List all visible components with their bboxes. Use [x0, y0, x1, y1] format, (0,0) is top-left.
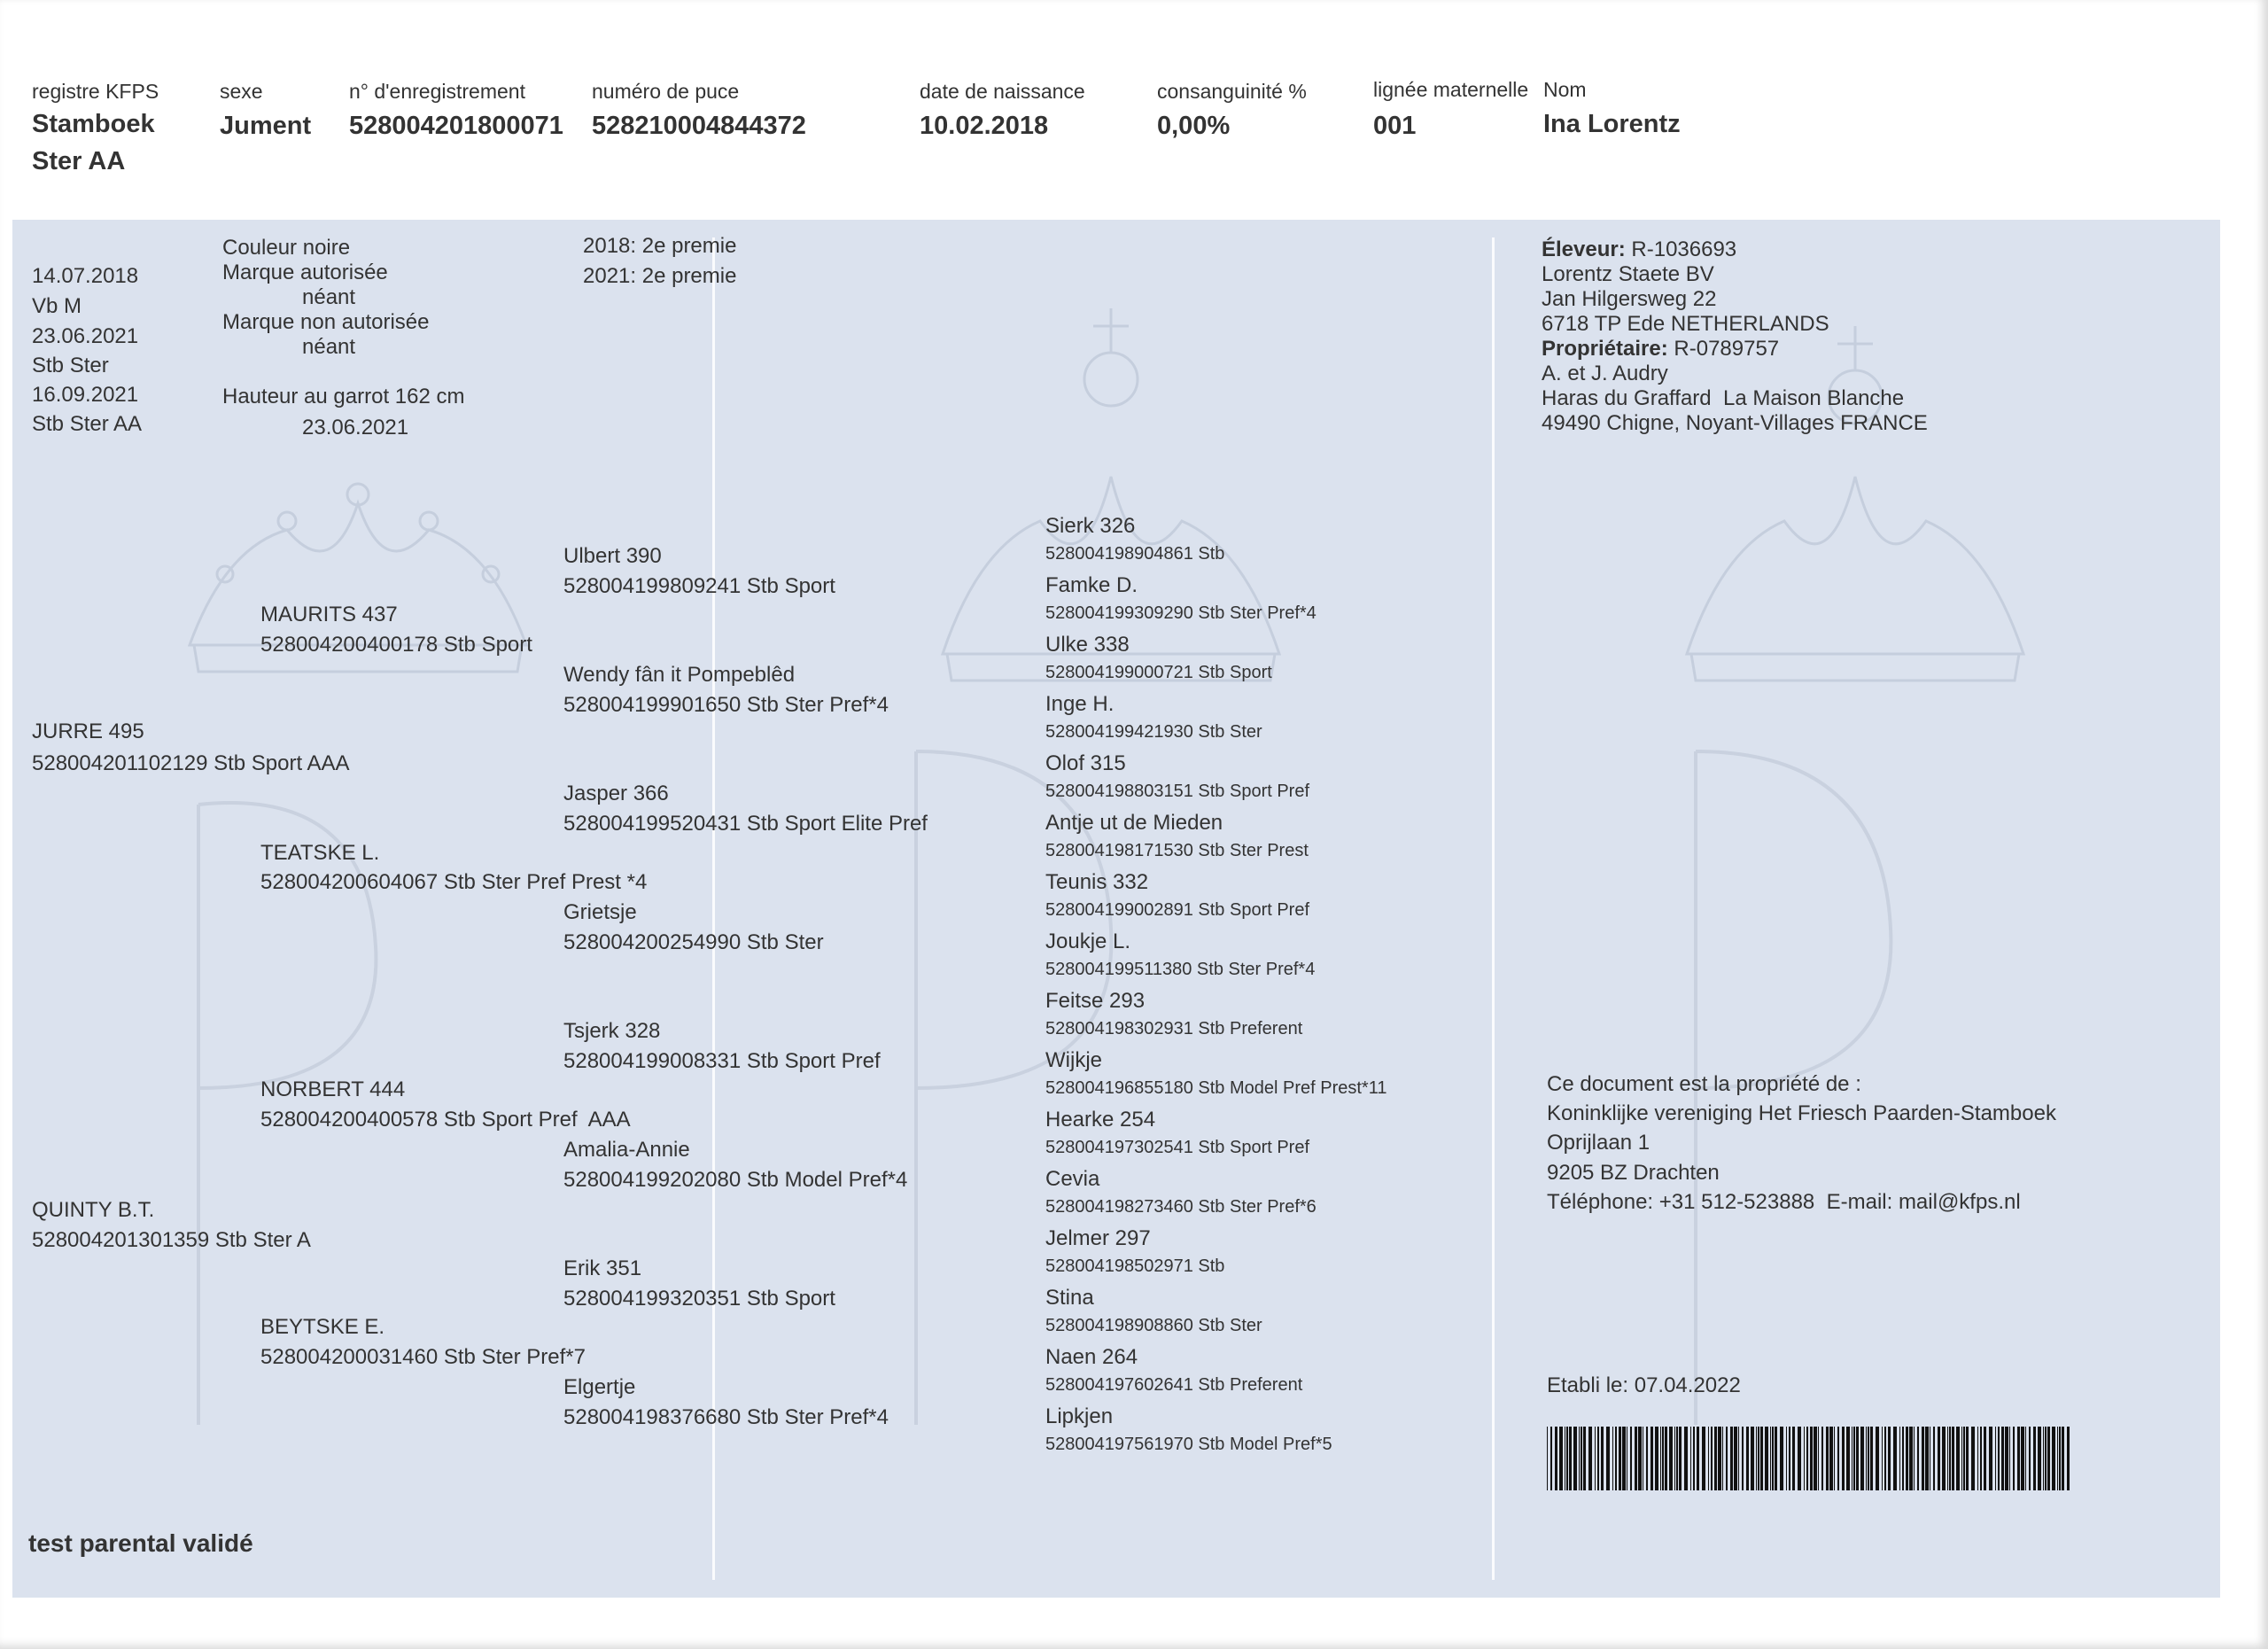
- footer-note: test parental validé: [28, 1529, 253, 1557]
- hauteur-date: 23.06.2021: [302, 416, 409, 439]
- ancestor-name: Amalia-Annie: [563, 1138, 690, 1162]
- gen4-name: Joukje L.: [1045, 930, 1131, 953]
- gen4-name: Antje ut de Mieden: [1045, 811, 1223, 835]
- premie: 2018: 2e premie: [583, 234, 737, 258]
- enregistrement-label: n° d'enregistrement: [349, 80, 525, 103]
- history-date: 14.07.2018: [32, 264, 139, 288]
- gen4-reg: 528004199000721 Stb Sport: [1045, 663, 1272, 682]
- ancestor-name: Ulbert 390: [563, 544, 662, 568]
- history-status: Stb Ster AA: [32, 412, 143, 436]
- gen4-reg: 528004198302931 Stb Preferent: [1045, 1019, 1303, 1038]
- gen4-reg: 528004197561970 Stb Model Pref*5: [1045, 1435, 1332, 1454]
- history-status: Stb Ster: [32, 354, 109, 377]
- gen4-reg: 528004196855180 Stb Model Pref Prest*11: [1045, 1078, 1387, 1098]
- ownership-line: Téléphone: +31 512-523888 E-mail: mail@kfps.nl: [1547, 1190, 2021, 1214]
- owner-line: Haras du Graffard La Maison Blanche: [1542, 386, 1905, 410]
- grandparent-reg: 528004200400578 Stb Sport Pref AAA: [260, 1108, 631, 1132]
- gen4-reg: 528004197302541 Stb Sport Pref: [1045, 1138, 1310, 1157]
- ancestor-name: Wendy fân it Pompeblêd: [563, 663, 796, 687]
- nom-label: Nom: [1543, 78, 1587, 101]
- ancestor-name: Tsjerk 328: [563, 1019, 661, 1043]
- gen4-name: Jelmer 297: [1045, 1226, 1151, 1250]
- hauteur: Hauteur au garrot 162 cm: [222, 385, 465, 408]
- gen4-reg: 528004198908860 Stb Ster: [1045, 1316, 1262, 1335]
- gen4-name: Olof 315: [1045, 751, 1126, 775]
- ancestor-reg: 528004198376680 Stb Ster Pref*4: [563, 1405, 889, 1429]
- eleveur-line: Lorentz Staete BV: [1542, 262, 1714, 286]
- history-date: 16.09.2021: [32, 383, 139, 407]
- gen4-name: Lipkjen: [1045, 1404, 1114, 1428]
- lignee-label: lignée maternelle: [1373, 78, 1529, 101]
- grandparent-name: BEYTSKE E.: [260, 1315, 385, 1339]
- proprietaire: [1542, 337, 1779, 362]
- eleveur-line: Jan Hilgersweg 22: [1542, 287, 1717, 311]
- fold-line: [712, 237, 715, 1580]
- puce-label: numéro de puce: [592, 80, 740, 103]
- neant: néant: [302, 285, 356, 309]
- gen4-name: Wijkje: [1045, 1048, 1102, 1072]
- grandparent-name: MAURITS 437: [260, 603, 398, 626]
- dam-name: QUINTY B.T.: [32, 1198, 155, 1222]
- barcode-icon: [1547, 1427, 2070, 1490]
- proprietaire-label: Propriétaire:: [1542, 337, 1668, 361]
- ancestor-reg: 528004199202080 Stb Model Pref*4: [563, 1168, 908, 1192]
- owner-line: A. et J. Audry: [1542, 362, 1668, 385]
- gen4-name: Stina: [1045, 1286, 1094, 1310]
- owner-line: 49490 Chigne, Noyant-Villages FRANCE: [1542, 411, 1928, 435]
- gen4-reg: 528004199511380 Stb Ster Pref*4: [1045, 960, 1316, 979]
- gen4-reg: 528004197602641 Stb Preferent: [1045, 1375, 1303, 1395]
- gen4-reg: 528004198502971 Stb: [1045, 1256, 1225, 1276]
- marque-autorisee: Marque autorisée: [222, 261, 388, 284]
- gen4-name: Sierk 326: [1045, 514, 1136, 538]
- eleveur: [1542, 237, 1736, 262]
- fold-line: [1492, 237, 1495, 1580]
- nom-value: Ina Lorentz: [1543, 110, 1681, 138]
- naissance-value: 10.02.2018: [920, 112, 1049, 140]
- gen4-reg: 528004199421930 Stb Ster: [1045, 722, 1262, 742]
- lignee-value: 001: [1373, 112, 1417, 140]
- crown-watermark-icon: [1669, 317, 2041, 716]
- history-status: Vb M: [32, 294, 82, 318]
- enregistrement-value: 528004201800071: [349, 112, 563, 140]
- ancestor-name: Elgertje: [563, 1375, 636, 1399]
- premie: 2021: 2e premie: [583, 264, 737, 288]
- gen4-reg: 528004199309290 Stb Ster Pref*4: [1045, 603, 1317, 623]
- grandparent-reg: 528004200400178 Stb Sport: [260, 633, 532, 657]
- registre-value-2: Ster AA: [32, 147, 126, 175]
- ownership-line: Ce document est la propriété de :: [1547, 1072, 1861, 1096]
- ownership-line: Oprijlaan 1: [1547, 1131, 1651, 1155]
- gen4-reg: 528004198904861 Stb: [1045, 544, 1225, 564]
- ancestor-reg: 528004199320351 Stb Sport: [563, 1287, 835, 1311]
- gen4-reg: 528004199002891 Stb Sport Pref: [1045, 900, 1310, 920]
- gen4-name: Hearke 254: [1045, 1108, 1156, 1132]
- grandparent-name: TEATSKE L.: [260, 841, 380, 865]
- ownership-line: Koninklijke vereniging Het Friesch Paarden-Stamboek: [1547, 1101, 2056, 1125]
- sire-name: JURRE 495: [32, 719, 144, 743]
- gen4-name: Teunis 332: [1045, 870, 1149, 894]
- gen4-reg: 528004198273460 Stb Ster Pref*6: [1045, 1197, 1317, 1217]
- gen4-name: Cevia: [1045, 1167, 1100, 1191]
- gen4-name: Feitse 293: [1045, 989, 1146, 1013]
- puce-value: 528210004844372: [592, 112, 806, 140]
- eleveur-label: Éleveur:: [1542, 237, 1626, 261]
- ancestor-reg: 528004199520431 Stb Sport Elite Pref: [563, 812, 928, 836]
- ownership-line: 9205 BZ Drachten: [1547, 1161, 1720, 1185]
- consanguinite-value: 0,00%: [1157, 112, 1231, 140]
- grandparent-reg: 528004200604067 Stb Ster Pref Prest *4: [260, 870, 648, 894]
- eleveur-line: 6718 TP Ede NETHERLANDS: [1542, 312, 1829, 336]
- marque-non-autorisee: Marque non autorisée: [222, 310, 430, 334]
- naissance-label: date de naissance: [920, 80, 1085, 103]
- gen4-name: Naen 264: [1045, 1345, 1138, 1369]
- ancestor-reg: 528004200254990 Stb Ster: [563, 930, 824, 954]
- history-date: 23.06.2021: [32, 324, 139, 348]
- etabli-date: Etabli le: 07.04.2022: [1547, 1373, 1741, 1397]
- couleur: Couleur noire: [222, 236, 351, 260]
- gen4-name: Famke D.: [1045, 573, 1138, 597]
- neant: néant: [302, 335, 356, 359]
- grandparent-name: NORBERT 444: [260, 1077, 406, 1101]
- sexe-label: sexe: [220, 80, 263, 103]
- gen4-name: Inge H.: [1045, 692, 1115, 716]
- ancestor-name: Jasper 366: [563, 782, 669, 805]
- ancestor-name: Grietsje: [563, 900, 637, 924]
- registre-value-1: Stamboek: [32, 110, 155, 138]
- eleveur-id: R-1036693: [1631, 237, 1737, 261]
- ancestor-name: Erik 351: [563, 1256, 642, 1280]
- registre-label: registre KFPS: [32, 80, 159, 103]
- sexe-value: Jument: [220, 112, 312, 140]
- grandparent-reg: 528004200031460 Stb Ster Pref*7: [260, 1345, 586, 1369]
- ancestor-reg: 528004199008331 Stb Sport Pref: [563, 1049, 881, 1073]
- dam-reg: 528004201301359 Stb Ster A: [32, 1228, 311, 1252]
- gen4-name: Ulke 338: [1045, 633, 1130, 657]
- consanguinite-label: consanguinité %: [1157, 80, 1307, 103]
- proprietaire-id: R-0789757: [1674, 337, 1780, 361]
- gen4-reg: 528004198803151 Stb Sport Pref: [1045, 782, 1310, 801]
- ancestor-reg: 528004199901650 Stb Ster Pref*4: [563, 693, 889, 717]
- sire-reg: 528004201102129 Stb Sport AAA: [32, 751, 350, 775]
- ancestor-reg: 528004199809241 Stb Sport: [563, 574, 835, 598]
- gen4-reg: 528004198171530 Stb Ster Prest: [1045, 841, 1309, 860]
- crown-watermark-icon: [172, 468, 544, 716]
